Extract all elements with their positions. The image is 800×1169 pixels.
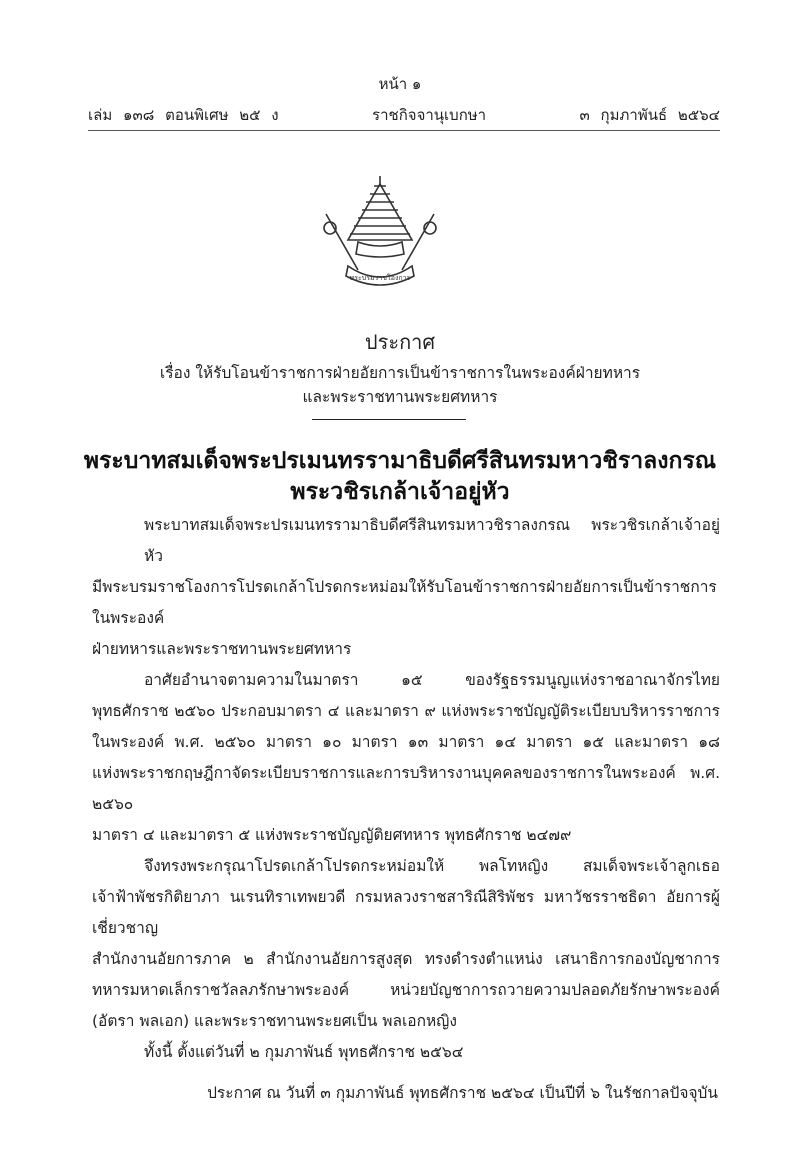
emblem-text: พระบรมราชโองการ: [349, 274, 411, 282]
publication-date: ๓ กุมภาพันธ์ ๒๕๖๔: [579, 106, 720, 124]
king-name: [0, 446, 800, 508]
body-line: พุทธศักราช ๒๕๖๐ ประกอบมาตรา ๔ และมาตรา ๙ แห่งพระราชบัญญัติระเบียบบริหารราชการ: [92, 702, 720, 720]
royal-emblem-icon: [318, 170, 442, 290]
announcement-subject-line1: เรื่อง ให้รับโอนข้าราชการฝ่ายอัยการเป็นข้าราชการในพระองค์ฝ่ายทหาร: [159, 364, 641, 382]
document-flow: [0, 327, 800, 1169]
body-line: ฝ่ายทหารและพระราชทานพระยศทหาร: [92, 640, 352, 658]
body-line: ในพระองค์ พ.ศ. ๒๕๖๐ มาตรา ๑๐ มาตรา ๑๓ มาตรา ๑๔ มาตรา ๑๕ และมาตรา ๑๘: [92, 733, 720, 751]
body-line: พระบาทสมเด็จพระปรเมนทรรามาธิบดีศรีสินทรมหาวชิราลงกรณ พระวชิรเกล้าเจ้าอยู่หัว: [144, 516, 720, 565]
body-line: เจ้าฟ้าพัชรกิติยาภา นเรนทิราเทพยวดี กรมหลวงราชสาริณีสิริพัชร มหาวัชรราชธิดา อัยการผู้เชี่ยวชาญ: [92, 888, 720, 937]
announcement-body: [0, 510, 800, 1068]
announcement-title: ประกาศ: [364, 330, 436, 354]
subject-rule: [312, 419, 466, 420]
king-name-line2: พระวชิรเกล้าเจ้าอยู่หัว: [290, 479, 510, 505]
header-row: [88, 103, 720, 127]
body-line: สำนักงานอัยการภาค ๒ สำนักงานอัยการสูงสุด ทรงดำรงตำแหน่ง เสนาธิการกองบัญชาการ: [92, 950, 720, 968]
body-line: อาศัยอำนาจตามความในมาตรา ๑๕ ของรัฐธรรมนูญแห่งราชอาณาจักรไทย: [144, 671, 720, 689]
body-line: มาตรา ๔ และมาตรา ๕ แห่งพระราชบัญญัติยศทหาร พุทธศักราช ๒๔๗๙: [92, 826, 572, 844]
closing-date: ประกาศ ณ วันที่ ๓ กุมภาพันธ์ พุทธศักราช ๒๕๖๔ เป็นปีที่ ๖ ในรัชกาลปัจจุบัน: [207, 1084, 718, 1102]
body-line: ทั้งนี้ ตั้งแต่วันที่ ๒ กุมภาพันธ์ พุทธศักราช ๒๕๖๔: [144, 1043, 464, 1061]
body-line: แห่งพระราชกฤษฎีกาจัดระเบียบราชการและการบริหารงานบุคคลของราชการในพระองค์ พ.ศ. ๒๕๖๐: [92, 764, 720, 813]
header-rule: [88, 130, 720, 131]
volume-info: เล่ม ๑๓๘ ตอนพิเศษ ๒๕ ง: [88, 106, 279, 124]
announcement-heading: [0, 327, 800, 420]
page-number: หน้า ๑: [378, 75, 422, 93]
king-name-line1: พระบาทสมเด็จพระปรเมนทรรามาธิบดีศรีสินทรมหาวชิราลงกรณ: [83, 448, 717, 474]
body-line: ทหารมหาดเล็กราชวัลลภรักษาพระองค์ หน่วยบัญชาการถวายความปลอดภัยรักษาพระองค์: [92, 981, 720, 999]
body-line: มีพระบรมราชโองการโปรดเกล้าโปรดกระหม่อมให้รับโอนข้าราชการฝ่ายอัยการเป็นข้าราชการในพระองค์: [92, 578, 717, 627]
announcement-subject-line2: และพระราชทานพระยศทหาร: [302, 388, 498, 406]
body-line: จึงทรงพระกรุณาโปรดเกล้าโปรดกระหม่อมให้ พลโทหญิง สมเด็จพระเจ้าลูกเธอ: [144, 857, 720, 875]
body-line: (อัตรา พลเอก) และพระราชทานพระยศเป็น พลเอกหญิง: [92, 1012, 457, 1030]
publication-name: ราชกิจจานุเบกษา: [372, 106, 487, 124]
